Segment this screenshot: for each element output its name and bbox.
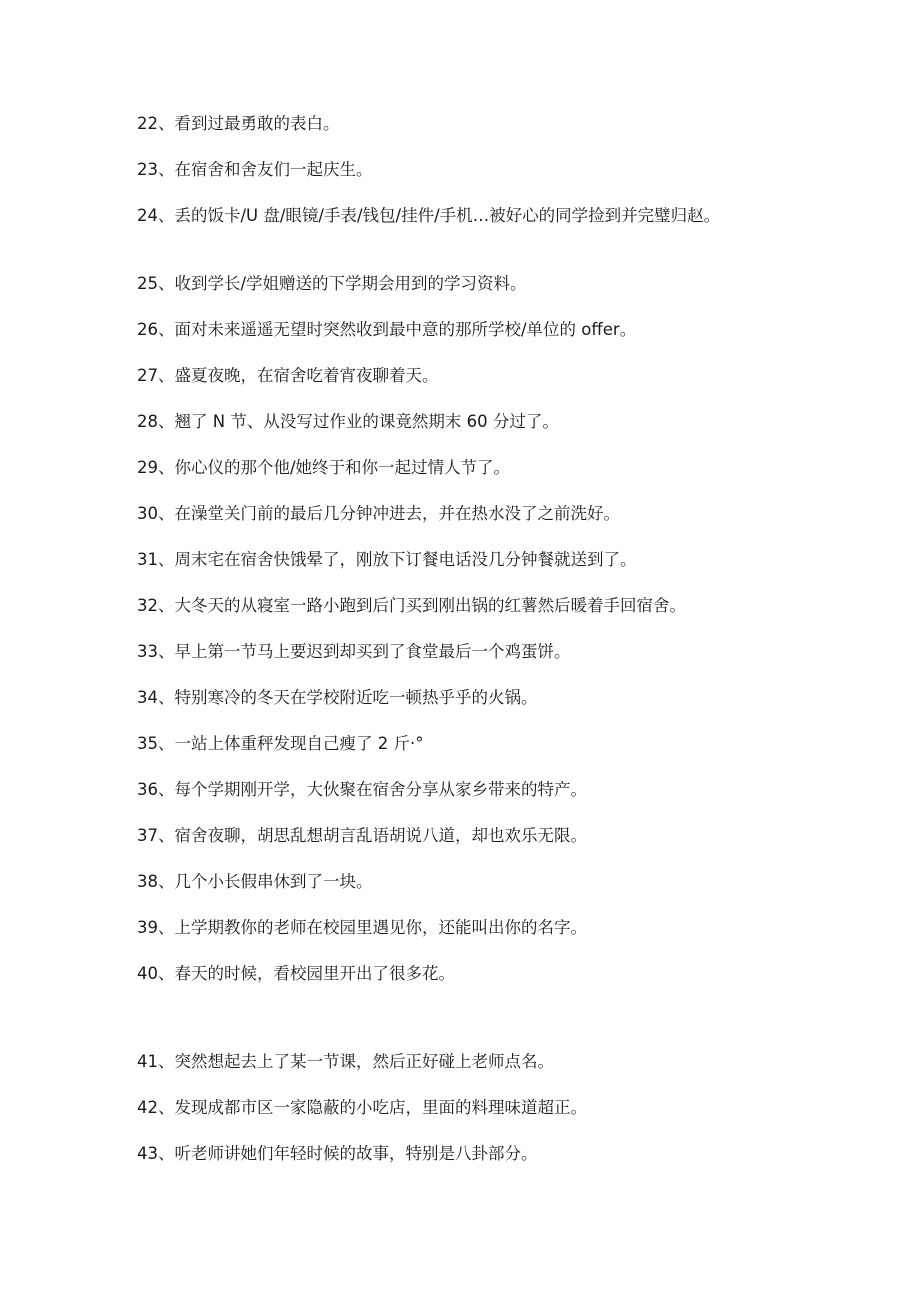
list-item: 41、突然想起去上了某一节课，然后正好碰上老师点名。 [137, 1052, 554, 1071]
list-item: 31、周末宅在宿舍快饿晕了，刚放下订餐电话没几分钟餐就送到了。 [137, 550, 637, 569]
list-item: 40、春天的时候，看校园里开出了很多花。 [137, 964, 455, 983]
list-item: 24、丢的饭卡/U 盘/眼镜/手表/钱包/挂件/手机…被好心的同学捡到并完璧归赵。 [137, 206, 721, 225]
list-item: 30、在澡堂关门前的最后几分钟冲进去，并在热水没了之前洗好。 [137, 504, 620, 523]
list-item: 33、早上第一节马上要迟到却买到了食堂最后一个鸡蛋饼。 [137, 642, 571, 661]
list-item: 36、每个学期刚开学，大伙聚在宿舍分享从家乡带来的特产。 [137, 780, 587, 799]
list-item: 32、大冬天的从寝室一路小跑到后门买到刚出锅的红薯然后暖着手回宿舍。 [137, 596, 686, 615]
list-item: 39、上学期教你的老师在校园里遇见你，还能叫出你的名字。 [137, 918, 587, 937]
list-item: 43、听老师讲她们年轻时候的故事，特别是八卦部分。 [137, 1144, 538, 1163]
list-item: 26、面对未来遥遥无望时突然收到最中意的那所学校/单位的 offer。 [137, 320, 637, 339]
list-item: 23、在宿舍和舍友们一起庆生。 [137, 160, 373, 179]
list-item: 29、你心仪的那个他/她终于和你一起过情人节了。 [137, 458, 511, 477]
list-item: 25、收到学长/学姐赠送的下学期会用到的学习资料。 [137, 274, 527, 293]
list-item: 22、看到过最勇敢的表白。 [137, 114, 340, 133]
list-item: 34、特别寒冷的冬天在学校附近吃一顿热乎乎的火锅。 [137, 688, 538, 707]
list-item: 35、一站上体重秤发现自己瘦了 2 斤·° [137, 734, 424, 753]
list-item: 42、发现成都市区一家隐蔽的小吃店，里面的料理味道超正。 [137, 1098, 587, 1117]
list-item: 28、翘了 N 节、从没写过作业的课竟然期末 60 分过了。 [137, 412, 559, 431]
list-item: 38、几个小长假串休到了一块。 [137, 872, 373, 891]
list-item: 37、宿舍夜聊，胡思乱想胡言乱语胡说八道，却也欢乐无限。 [137, 826, 587, 845]
list-item: 27、盛夏夜晚，在宿舍吃着宵夜聊着天。 [137, 366, 439, 385]
